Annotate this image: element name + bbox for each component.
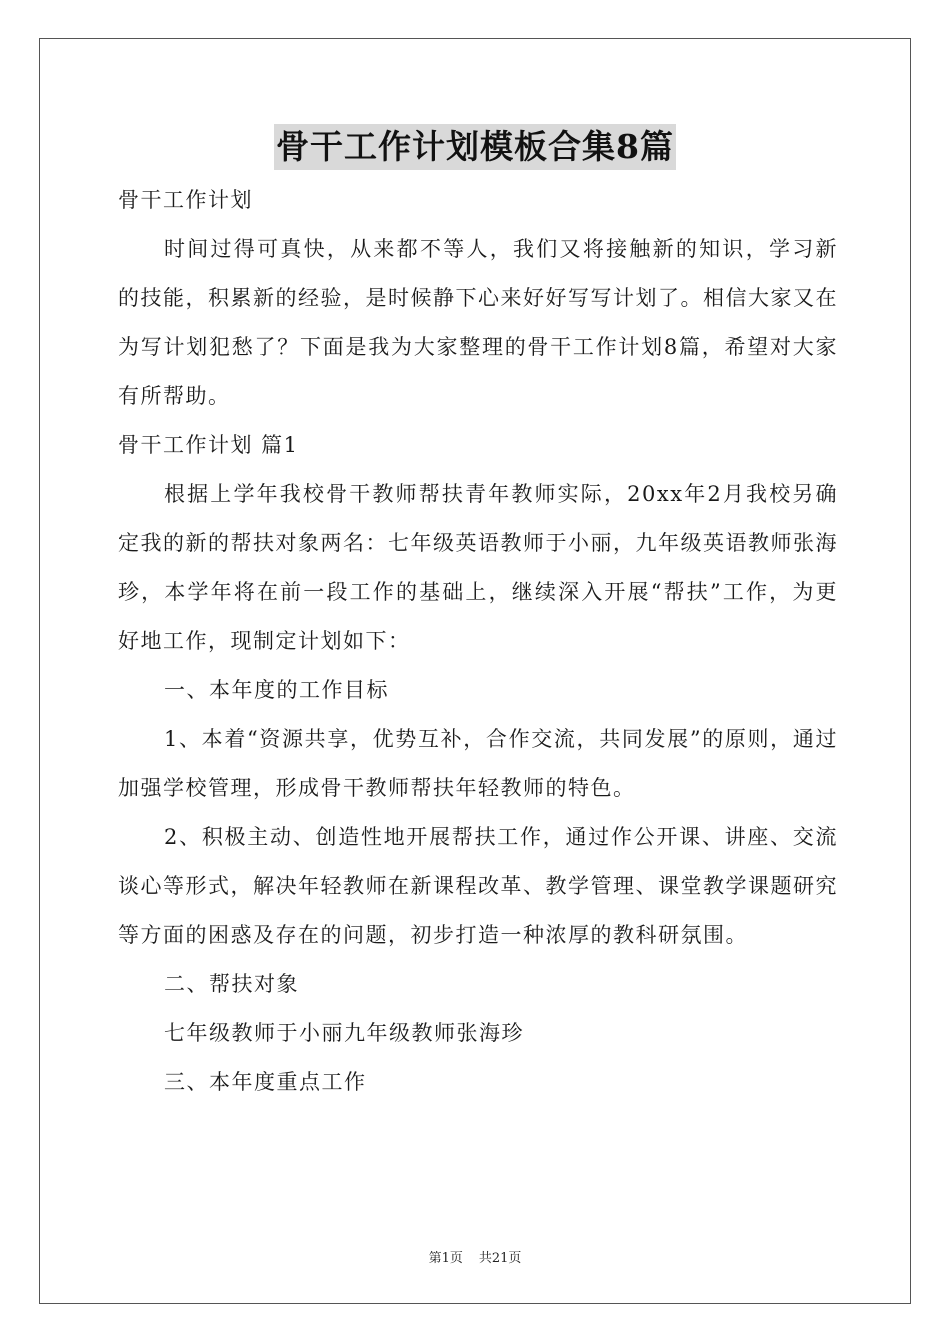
body-paragraph: 根据上学年我校骨干教师帮扶青年教师实际，20xx年2月我校另确定我的新的帮扶对象两名：七年级英语教师于小丽，九年级英语教师张海珍，本学年将在前一段工作的基础上，继续深入开展“帮扶”工作，为更好地工作，现制定计划如下： — [118, 482, 838, 653]
subheading: 一、本年度的工作目标 — [164, 678, 389, 702]
page-footer — [0, 1247, 950, 1266]
document-title: 骨干工作计划模板合集8篇 — [274, 124, 676, 170]
subheading: 三、本年度重点工作 — [164, 1070, 367, 1094]
page-total: 共21页 — [478, 1251, 522, 1266]
body-paragraph: 七年级教师于小丽九年级教师张海珍 — [164, 1021, 524, 1045]
document-body — [118, 176, 838, 1107]
page-number: 第1页 — [428, 1251, 463, 1266]
section-heading: 骨干工作计划 篇1 — [118, 433, 299, 457]
section-heading: 骨干工作计划 — [118, 188, 253, 212]
title-container — [0, 124, 950, 170]
subheading: 二、帮扶对象 — [164, 972, 299, 996]
list-item: 2、积极主动、创造性地开展帮扶工作，通过作公开课、讲座、交流谈心等形式，解决年轻教师在新课程改革、教学管理、课堂教学课题研究等方面的困惑及存在的问题，初步打造一种浓厚的教科研氛围。 — [118, 825, 838, 947]
intro-paragraph: 时间过得可真快，从来都不等人，我们又将接触新的知识，学习新的技能，积累新的经验，是时候静下心来好好写写计划了。相信大家又在为写计划犯愁了？下面是我为大家整理的骨干工作计划8篇，希望对大家有所帮助。 — [118, 237, 838, 408]
list-item: 1、本着“资源共享，优势互补，合作交流，共同发展”的原则，通过加强学校管理，形成骨干教师帮扶年轻教师的特色。 — [118, 727, 838, 800]
